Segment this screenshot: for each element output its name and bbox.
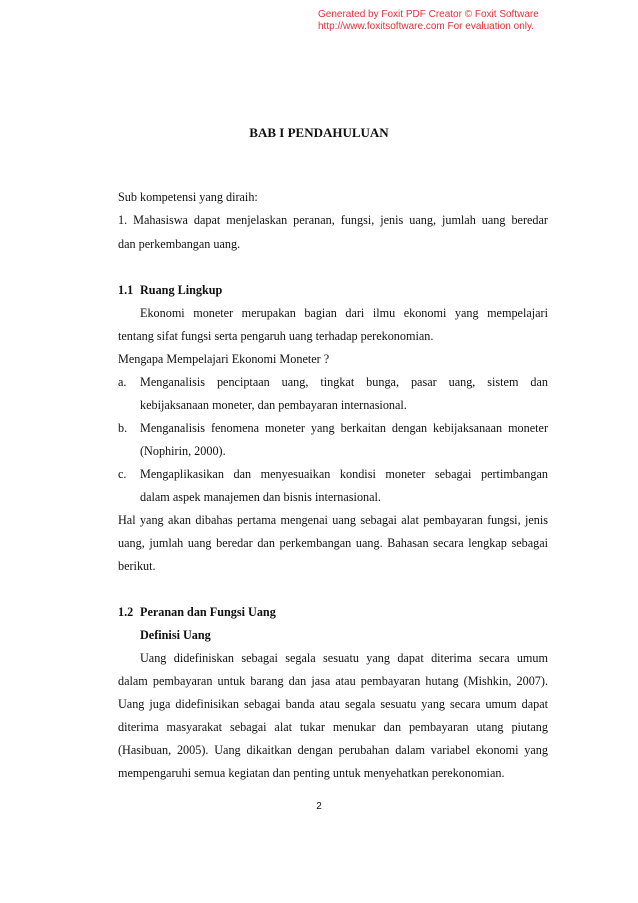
subheading-definisi-uang: Definisi Uang [140, 628, 211, 642]
list-item-c-line-2: dalam aspek manajemen dan bisnis internasional. [140, 490, 381, 504]
page-number: 2 [316, 801, 322, 812]
section-number: 1.1 [118, 283, 134, 297]
paragraph-line: tentang sifat fungsi serta pengaruh uang terhadap perekonomian. [118, 329, 434, 343]
section-1-1-heading [118, 282, 548, 298]
paragraph-line: Ekonomi moneter merupakan bagian dari ilmu ekonomi yang mempelajari [140, 306, 548, 320]
list-item-c-line-1: Mengaplikasikan dan menyesuaikan kondisi moneter sebagai pertimbangan [140, 467, 548, 481]
list-marker-c: c. [118, 467, 127, 481]
watermark-line-1: Generated by Foxit PDF Creator © Foxit Software [318, 9, 539, 20]
section-1-2-heading [118, 604, 548, 620]
list-marker-b: b. [118, 421, 128, 435]
section-title: Peranan dan Fungsi Uang [140, 605, 276, 619]
closing-line-2: uang, jumlah uang beredar dan perkembangan uang. Bahasan secara lengkap sebagai [118, 536, 548, 550]
subcompetence-line-1: 1. Mahasiswa dapat menjelaskan peranan, fungsi, jenis uang, jumlah uang beredar [118, 213, 548, 227]
list-item-a-line-2: kebijaksanaan moneter, dan pembayaran internasional. [140, 398, 407, 412]
foxit-watermark [318, 9, 618, 33]
list-item-b-line-1: Menganalisis fenomena moneter yang berkaitan dengan kebijaksanaan moneter [140, 421, 548, 435]
definition-line-3: Uang juga didefinisikan sebagai banda atau segala sesuatu yang secara umum dapat [118, 697, 548, 711]
section-number: 1.2 [118, 605, 134, 619]
definition-line-2: dalam pembayaran untuk barang dan jasa atau pembayaran hutang (Mishkin, 2007). [118, 674, 548, 688]
watermark-line-2: http://www.foxitsoftware.com For evaluation only. [318, 21, 535, 32]
closing-line-3: berikut. [118, 559, 156, 573]
chapter-title: BAB I PENDAHULUAN [249, 125, 389, 140]
section-title: Ruang Lingkup [140, 283, 223, 297]
list-item-b-line-2: (Nophirin, 2000). [140, 444, 226, 458]
subcompetence-label: Sub kompetensi yang diraih: [118, 190, 258, 204]
closing-line-1: Hal yang akan dibahas pertama mengenai uang sebagai alat pembayaran fungsi, jenis [118, 513, 548, 527]
definition-line-6: mempengaruhi semua kegiatan dan penting untuk menyehatkan perekonomian. [118, 766, 505, 780]
question-line: Mengapa Mempelajari Ekonomi Moneter ? [118, 352, 330, 366]
definition-line-5: (Hasibuan, 2005). Uang dikaitkan dengan perubahan dalam variabel ekonomi yang [118, 743, 548, 757]
list-marker-a: a. [118, 375, 127, 389]
definition-line-1: Uang didefiniskan sebagai segala sesuatu yang dapat diterima secara umum [140, 651, 548, 665]
subcompetence-line-2: dan perkembangan uang. [118, 237, 241, 251]
list-item-a-line-1: Menganalisis penciptaan uang, tingkat bunga, pasar uang, sistem dan [140, 375, 548, 389]
definition-line-4: diterima masyarakat sebagai alat tukar menukar dan pembayaran utang piutang [118, 720, 548, 734]
